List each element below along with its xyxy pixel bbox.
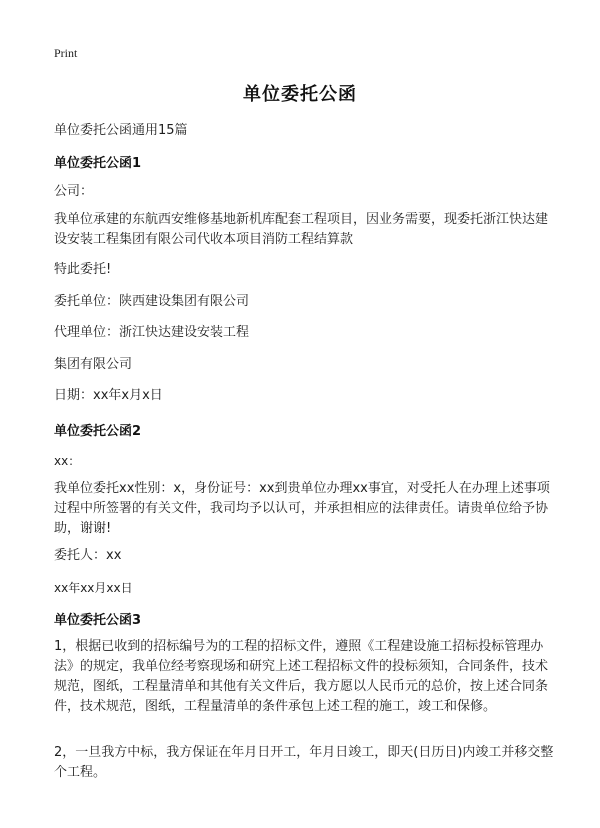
section-1-agent-cont: 集团有限公司 bbox=[54, 357, 133, 372]
section-2-body: 我单位委托xx性别：x，身份证号：xx到贵单位办理xx事宜，对受托人在办理上述事项过程中所签署的有关文件，我司均予以认可，并承担相应的法律责任。请贵单位给予协助，谢谢! bbox=[54, 481, 550, 536]
document-subtitle: 单位委托公函通用15篇 bbox=[54, 123, 188, 138]
section-1-salutation: 公司： bbox=[54, 184, 94, 199]
document-title: 单位委托公函 bbox=[243, 84, 357, 105]
section-1-body: 我单位承建的东航西安维修基地新机库配套工程项目，因业务需要，现委托浙江快达建设安装工程集团有限公司代收本项目消防工程结算款 bbox=[54, 212, 549, 247]
print-label[interactable]: Print bbox=[54, 46, 78, 60]
section-2-client: 委托人：xx bbox=[54, 548, 122, 563]
section-1-agent: 代理单位：浙江快达建设安装工程 bbox=[54, 325, 250, 340]
section-1-client: 委托单位：陕西建设集团有限公司 bbox=[54, 294, 250, 309]
section-3-item-2: 2，一旦我方中标，我方保证在年月日开工，年月日竣工，即天(日历日)内竣工并移交整个工程。 bbox=[54, 745, 554, 780]
section-1-heading: 单位委托公函1 bbox=[54, 156, 142, 171]
section-1-date: 日期：xx年x月x日 bbox=[54, 388, 163, 403]
section-1-closing: 特此委托! bbox=[54, 262, 112, 277]
section-2-salutation: xx： bbox=[54, 454, 81, 468]
section-2-heading: 单位委托公函2 bbox=[54, 424, 142, 439]
section-3-item-1: 1，根据已收到的招标编号为的工程的招标文件，遵照《工程建设施工招标投标管理办法》的规定，我单位经考察现场和研究上述工程招标文件的投标须知，合同条件，技术规范，图纸，工程量清单和其他有关文件后，我方愿以人民币元的总价，按上述合同条件，技术规范，图纸，工程量清单的条件承包上述工程的施工，竣工和保修。 bbox=[54, 639, 549, 714]
section-2-date: xx年xx月xx日 bbox=[54, 581, 133, 595]
section-3-heading: 单位委托公函3 bbox=[54, 613, 142, 628]
